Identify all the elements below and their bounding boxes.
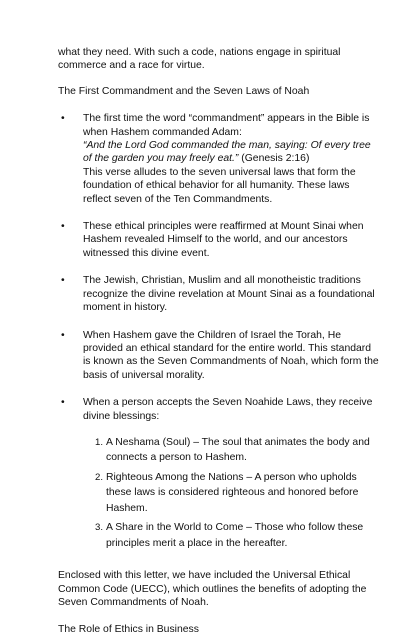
next-section-heading: The Role of Ethics in Business bbox=[58, 623, 199, 635]
blessing-item bbox=[83, 520, 380, 551]
blessing-number: 3. bbox=[94, 522, 103, 534]
bullet-item-traditions bbox=[58, 274, 380, 314]
bullet-list bbox=[58, 112, 380, 551]
bullet-text: When a person accepts the Seven Noahide Laws, they receive divine blessings: bbox=[83, 397, 373, 422]
blessing-text: Righteous Among the Nations – A person who upholds these laws is considered righteous and honored before Hashem. bbox=[106, 471, 359, 514]
blessing-item bbox=[83, 470, 380, 517]
blessing-number: 1. bbox=[94, 436, 103, 448]
bullet-icon: • bbox=[61, 113, 65, 125]
bullet-item-mount-sinai bbox=[58, 220, 380, 260]
bullet-icon: • bbox=[61, 221, 65, 233]
blessing-text: A Share in the World to Come – Those who follow these principles merit a place in the hereafter. bbox=[106, 522, 364, 549]
bullet-text: These ethical principles were reaffirmed at Mount Sinai when Hashem revealed Himself to the world, and our ancestors witnessed this divine event. bbox=[83, 221, 364, 259]
bullet-icon: • bbox=[61, 275, 65, 287]
blessings-list bbox=[83, 435, 380, 552]
blessing-item bbox=[83, 435, 380, 466]
bullet-item-first-commandment bbox=[58, 112, 380, 206]
blessing-number: 2. bbox=[94, 471, 103, 483]
blessing-text: A Neshama (Soul) – The soul that animates the body and connects a person to Hashem. bbox=[106, 436, 370, 464]
genesis-citation: (Genesis 2:16) bbox=[238, 153, 310, 165]
section-heading: The First Commandment and the Seven Laws of Noah bbox=[58, 85, 310, 97]
bullet-text: The first time the word “commandment” appears in the Bible is when Hashem commanded Adam: bbox=[83, 113, 370, 138]
bullet-text: When Hashem gave the Children of Israel the Torah, He provided an ethical standard for the entire world. This standard is known as the Seven Commandments of Noah, which form the basis of universal morality. bbox=[83, 329, 379, 381]
bullet-item-blessings bbox=[58, 396, 380, 551]
intro-paragraph: what they need. With such a code, nations engage in spiritual commerce and a race for virtue. bbox=[58, 47, 341, 72]
bullet-item-torah bbox=[58, 329, 380, 383]
bullet-text: The Jewish, Christian, Muslim and all monotheistic traditions recognize the divine revelation at Mount Sinai as a foundational moment in history. bbox=[83, 275, 375, 314]
bullet-icon: • bbox=[61, 397, 65, 409]
closing-paragraph: Enclosed with this letter, we have included the Universal Ethical Common Code (UECC), which outlines the benefits of adopting the Seven Commandments of Noah. bbox=[58, 570, 367, 609]
bullet-text: This verse alludes to the seven universal laws that form the foundation of ethical behavior for all humanity. These laws reflect seven of the Ten Commandments. bbox=[83, 166, 356, 205]
genesis-quote: “And the Lord God commanded the man, saying: Of every tree of the garden you may freely eat.” bbox=[83, 140, 371, 165]
document-page bbox=[58, 46, 380, 636]
bullet-icon: • bbox=[61, 329, 65, 341]
